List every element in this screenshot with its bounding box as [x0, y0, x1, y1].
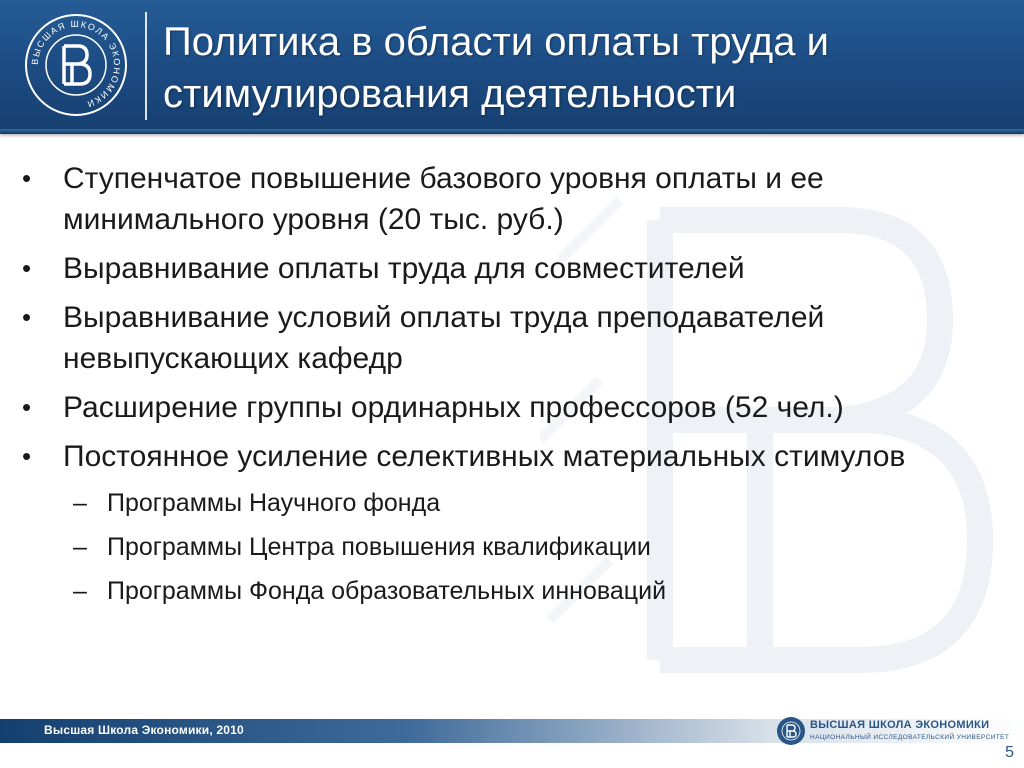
- bullet-item: [0, 158, 963, 240]
- title-line-1: Политика в области оплаты труда и: [163, 20, 829, 64]
- header-divider: [145, 12, 147, 120]
- hse-logo-icon: [23, 12, 129, 118]
- header-bottom-edge: [0, 129, 1024, 134]
- sub-bullet-mark: –: [73, 533, 87, 561]
- slide-title: [163, 16, 1003, 120]
- sub-bullet-item: [0, 573, 1024, 610]
- bullet-item: [0, 248, 963, 289]
- title-line-2: стимулирования деятельности: [163, 72, 737, 116]
- sub-bullet-text: Программы Научного фонда: [107, 489, 441, 517]
- slide-header: [0, 0, 1024, 134]
- bullet-text: Постоянное усиление селективных материальных стимулов: [63, 440, 906, 473]
- bullet-mark: •: [22, 392, 32, 422]
- bullet-item: [0, 436, 963, 477]
- hse-brand-logo-icon: [776, 716, 806, 746]
- sub-bullet-item: [0, 485, 1024, 522]
- brand-name: ВЫСШАЯ ШКОЛА ЭКОНОМИКИ: [810, 719, 990, 731]
- bullet-text: Выравнивание условий оплаты труда преподавателей невыпускающих кафедр: [63, 301, 825, 375]
- logo-ring-text: ВЫСШАЯ ШКОЛА ЭКОНОМИКИ: [29, 18, 123, 110]
- sub-bullet-text: Программы Центра повышения квалификации: [107, 533, 651, 561]
- bullet-text: Ступенчатое повышение базового уровня оплаты и ее минимального уровня (20 тыс. руб.): [63, 162, 824, 236]
- bullet-text: Расширение группы ординарных профессоров (52 чел.): [63, 391, 844, 424]
- bullet-text: Выравнивание оплаты труда для совместителей: [63, 252, 745, 285]
- footer-brand: [776, 716, 1010, 748]
- bullet-item: [0, 297, 963, 379]
- sub-bullet-item: [0, 529, 1024, 566]
- footer-text: Высшая Школа Экономики, 2010: [44, 723, 244, 737]
- bullet-mark: •: [22, 163, 32, 193]
- slide-body: [0, 158, 1024, 617]
- sub-bullet-text: Программы Фонда образовательных инноваций: [107, 577, 667, 605]
- bullet-mark: •: [22, 253, 32, 283]
- bullet-mark: •: [22, 302, 32, 332]
- sub-bullet-mark: –: [73, 577, 87, 605]
- brand-subtitle: НАЦИОНАЛЬНЫЙ ИССЛЕДОВАТЕЛЬСКИЙ УНИВЕРСИТЕТ: [810, 734, 1010, 741]
- sub-bullet-mark: –: [73, 489, 87, 517]
- bullet-item: [0, 387, 963, 428]
- page-number: 5: [1005, 744, 1014, 761]
- bullet-mark: •: [22, 441, 32, 471]
